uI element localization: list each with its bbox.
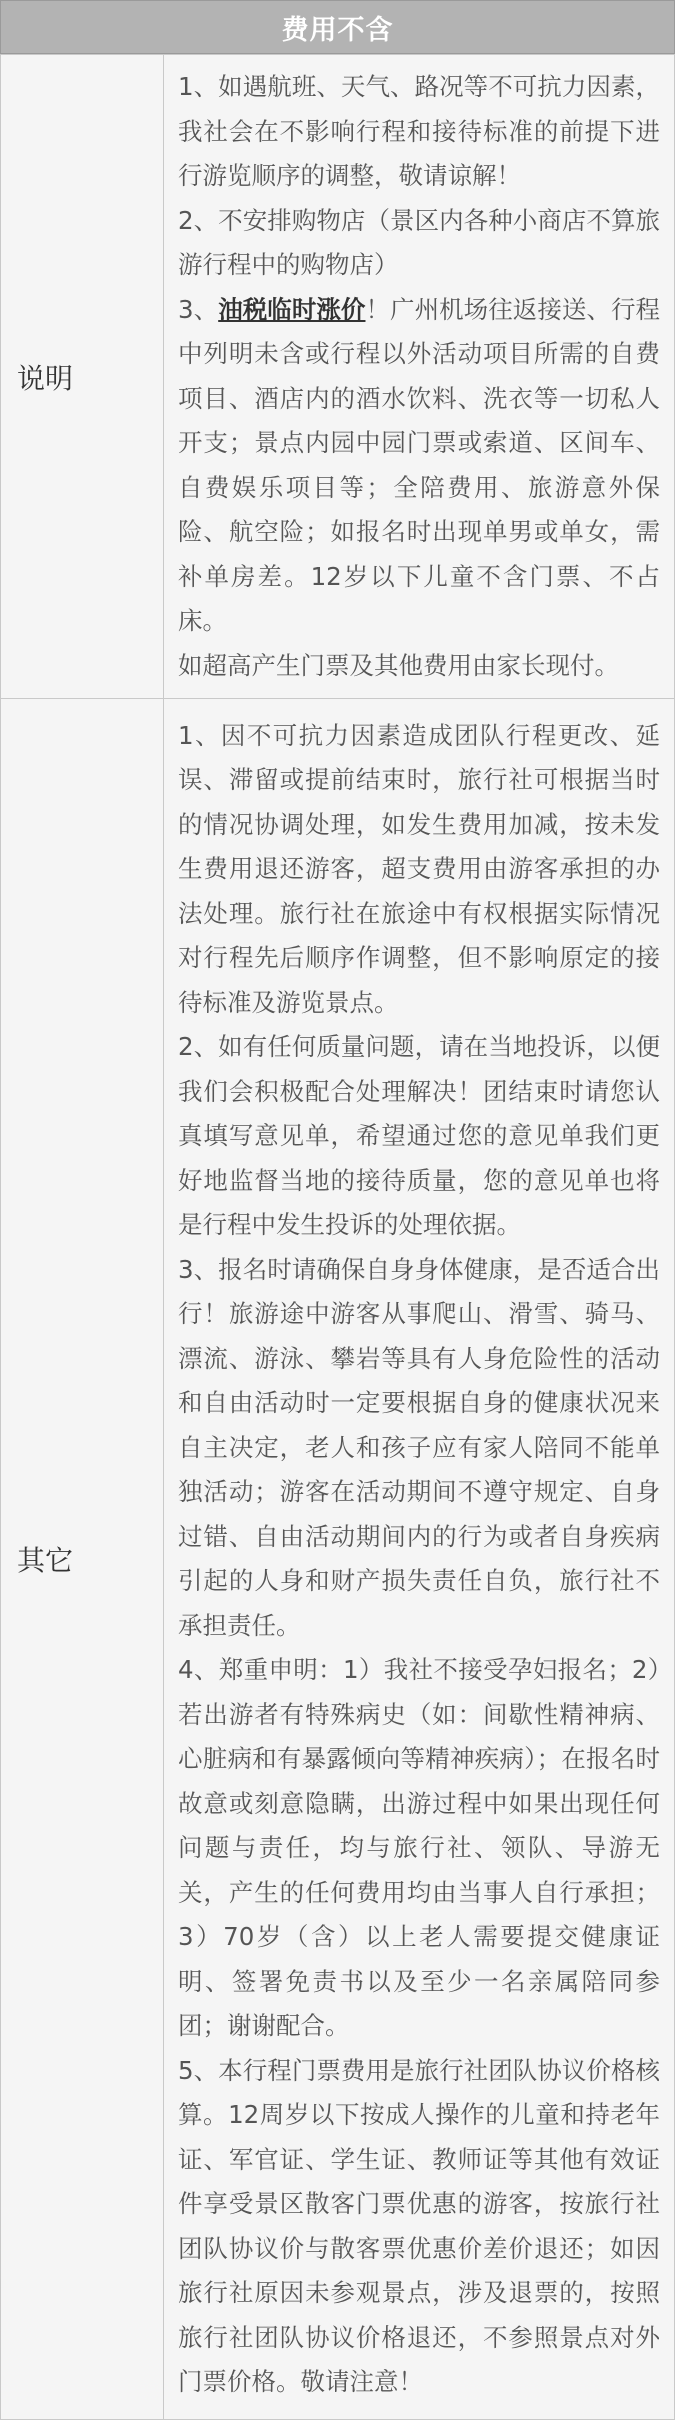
fees-table <box>0 54 675 2420</box>
row-content-other <box>164 699 675 2420</box>
explain-p3-prefix: 3、 <box>178 294 219 324</box>
other-paragraph-5: 5、本行程门票费用是旅行社团队协议价格核算。12周岁以下按成人操作的儿童和持老年证、军官证、学生证、教师证等其他有效证件享受景区散客门票优惠的游客，按旅行社团队协议价与散客票优惠价差价退还；如因旅行社原因未参观景点，涉及退票的，按照旅行社团队协议价格退还，不参照景点对外门票价格。敬请注意！ <box>178 2055 660 2396</box>
other-paragraph-1: 1、因不可抗力因素造成团队行程更改、延误、滞留或提前结束时，旅行社可根据当时的情况协调处理，如发生费用加减，按未发生费用退还游客，超支费用由游客承担的办法处理。旅行社在旅途中有权根据实际情况对行程先后顺序作调整，但不影响原定的接待标准及游览景点。 <box>178 720 660 1017</box>
other-paragraph-4: 4、郑重申明：1）我社不接受孕妇报名；2）若出游者有特殊病史（如：间歇性精神病、心脏病和有暴露倾向等精神疾病）；在报名时故意或刻意隐瞒，出游过程中如果出现任何问题与责任，均与旅行社、领队、导游无关，产生的任何费用均由当事人自行承担；3）70岁（含）以上老人需要提交健康证明、签署免责书以及至少一名亲属陪同参团；谢谢配合。 <box>178 1655 660 2040</box>
row-label-other: 其它 <box>1 699 164 2420</box>
table-row <box>1 699 675 2420</box>
explain-paragraph-1: 1、如遇航班、天气、路况等不可抗力因素，我社会在不影响行程和接待标准的前提下进行游览顺序的调整，敬请谅解！ <box>178 72 660 190</box>
explain-paragraph-3 <box>178 288 660 644</box>
row-label-explain: 说明 <box>1 55 164 699</box>
section-title: 费用不含 <box>0 0 675 54</box>
row-content-explain <box>164 55 675 699</box>
table-row <box>1 55 675 699</box>
explain-p3-rest: ！广州机场往返接送、行程中列明未含或行程以外活动项目所需的自费项目、酒店内的酒水饮料、洗衣等一切私人开支；景点内园中园门票或索道、区间车、自费娱乐项目等；全陪费用、旅游意外保险、航空险；如报名时出现单男或单女，需补单房差。12岁以下儿童不含门票、不占床。 <box>178 294 661 635</box>
other-paragraph-2: 2、如有任何质量问题，请在当地投诉，以便我们会积极配合处理解决！团结束时请您认真填写意见单，希望通过您的意见单我们更好地监督当地的接待质量，您的意见单也将是行程中发生投诉的处理依据。 <box>178 1032 660 1239</box>
fuel-tax-notice: 油税临时涨价 <box>218 294 366 324</box>
explain-paragraph-4: 如超高产生门票及其他费用由家长现付。 <box>178 650 619 680</box>
other-paragraph-3: 3、报名时请确保自身身体健康，是否适合出行！旅游途中游客从事爬山、滑雪、骑马、漂流、游泳、攀岩等具有人身危险性的活动和自由活动时一定要根据自身的健康状况来自主决定，老人和孩子应有家人陪同不能单独活动；游客在活动期间不遵守规定、自身过错、自由活动期间内的行为或者自身疾病引起的人身和财产损失责任自负，旅行社不承担责任。 <box>178 1254 660 1640</box>
explain-paragraph-2: 2、不安排购物店（景区内各种小商店不算旅游行程中的购物店） <box>178 205 660 279</box>
